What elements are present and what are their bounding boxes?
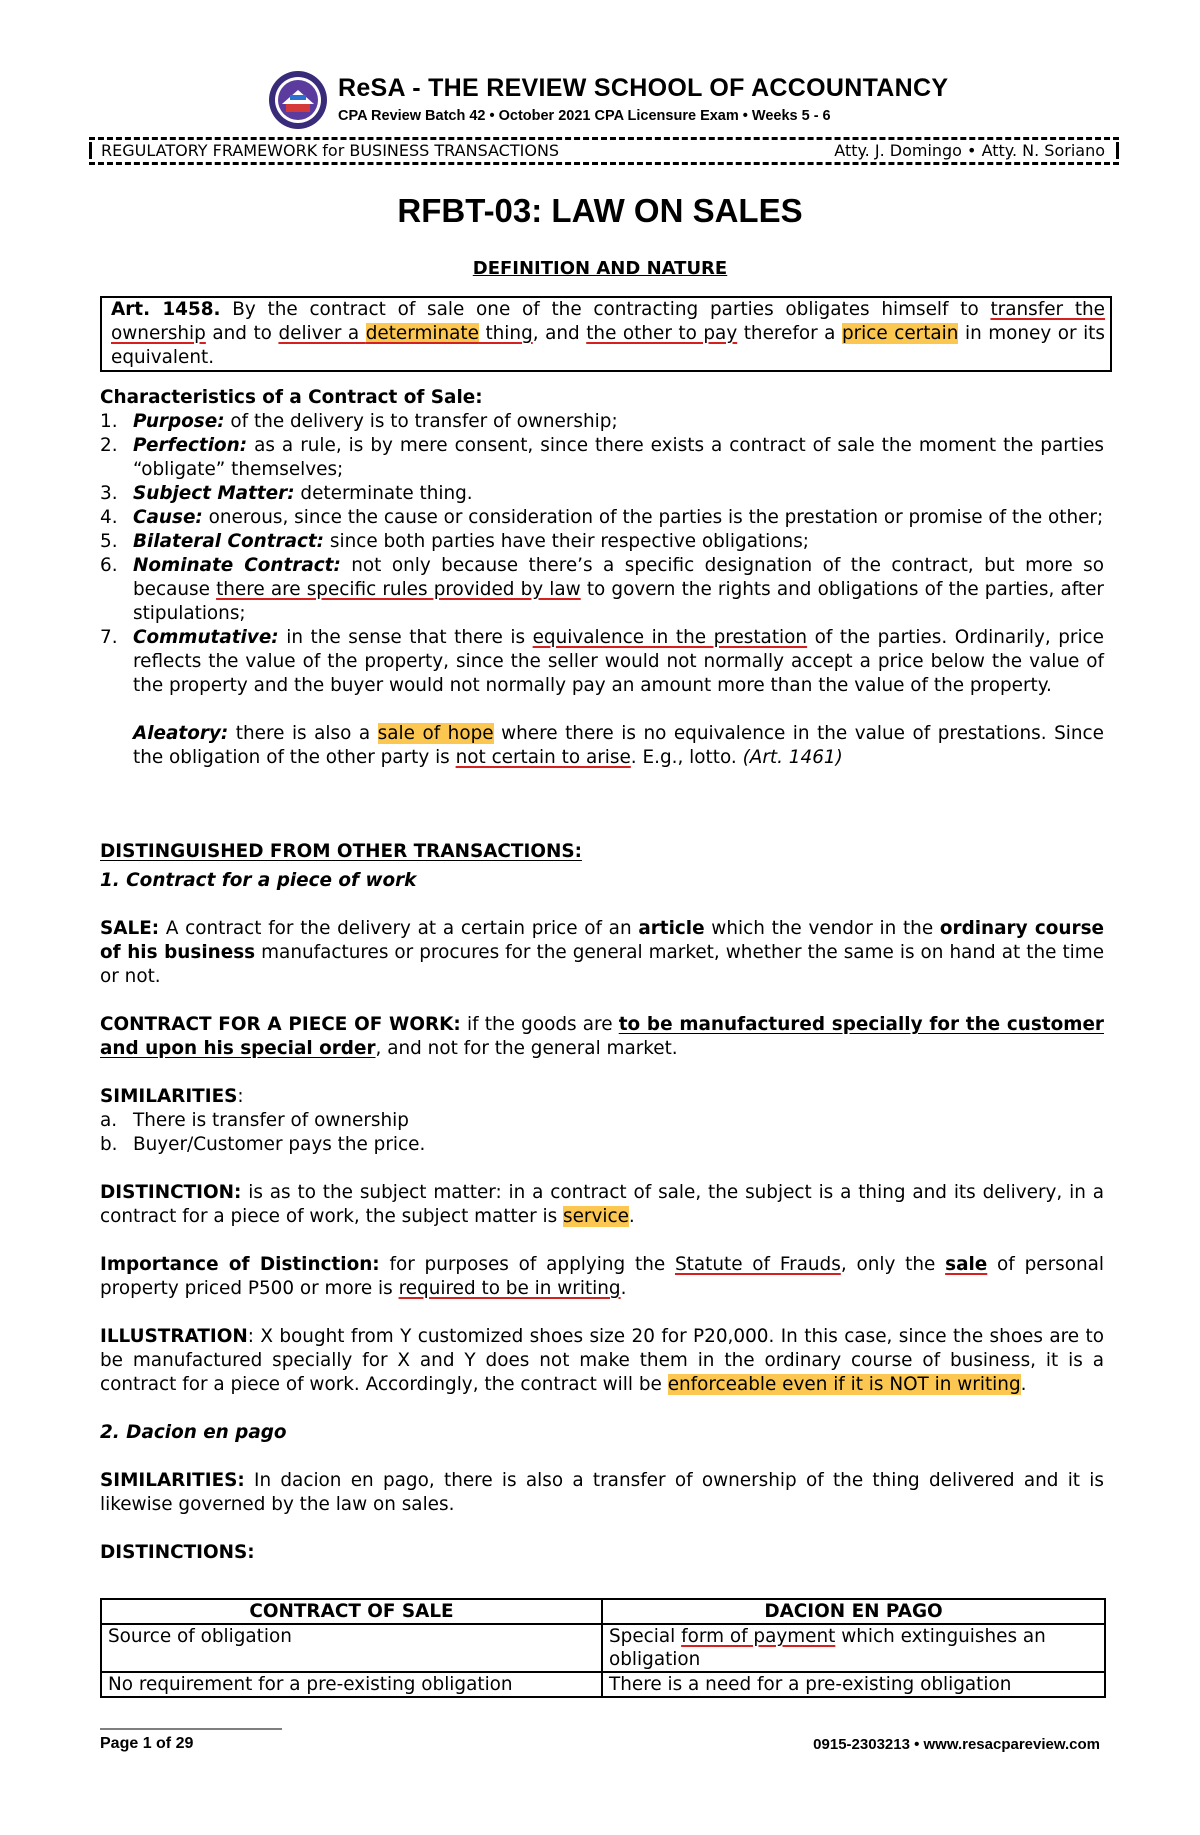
item-term: Commutative: [133,627,279,648]
sale-definition [100,917,1104,989]
underlined-text: required to be in writing [398,1278,621,1299]
characteristics-heading: Characteristics of a Contract of Sale: [100,387,483,408]
term-label: DISTINCTION: [100,1182,242,1203]
item-text: where there is no equivalence in the value of prestations. Since the obligation of the other party is [133,723,1104,768]
body-text: which the vendor in the [704,918,940,939]
item-number: 1. [100,411,118,432]
similarities-list [100,1109,1104,1157]
distinguished-block [100,840,1104,1565]
table-cell: No requirement for a pre-existing obligation [101,1672,602,1697]
body-text: . [1020,1374,1027,1395]
item-number: 3. [100,483,118,504]
footer-divider [100,1728,282,1730]
list-item [100,530,1104,554]
body-text: of personal property priced P500 or more is [100,1254,1104,1299]
underlined-text: form of payment [681,1626,836,1647]
item-text: since both parties have their respective obligations; [324,531,809,552]
lecturers-label: Atty. J. Domingo • Atty. N. Soriano [834,141,1105,160]
article-text: in money or its equivalent. [111,323,1105,368]
article-text: By the contract of sale one of the contracting parties obligates himself to [220,299,991,320]
article-text: and to [205,323,279,344]
item-text: not only because there’s a specific designation of the contract, but more so because [133,555,1104,600]
term-label: Importance of Distinction: [100,1254,380,1275]
highlighted-text: price certain [841,323,959,344]
highlighted-text: enforceable even if it is NOT in writing [667,1374,1021,1395]
article-text: therefor a [737,323,842,344]
list-item [100,410,1104,434]
body-text: , only the [840,1254,946,1275]
table-row [101,1624,1105,1672]
distinctions-table [100,1598,1106,1698]
item-letter: a. [100,1110,118,1131]
item-letter: b. [100,1134,118,1155]
item-term: Aleatory: [133,723,229,744]
list-item [100,482,1104,506]
bold-underlined-text: to be manufactured specially for the customer and upon his special order [100,1014,1104,1059]
item-term: Perfection: [133,435,248,456]
item-number: 7. [100,627,118,648]
subsection-heading-dacion: 2. Dacion en pago [100,1422,287,1443]
item-text: There is transfer of ownership [133,1110,409,1131]
highlighted-text: determinate [365,323,479,344]
article-text: , and [532,323,587,344]
item-term: Cause: [133,507,203,528]
item-text: . E.g., lotto. [630,747,743,768]
characteristics-block [100,386,1104,770]
item-term: Purpose: [133,411,225,432]
dacion-similarities [100,1469,1104,1517]
cell-text: which extinguishes an obligation [609,1626,1046,1670]
contact-info: 0915-2303213 • www.resacpareview.com [813,1736,1100,1753]
item-text: of the parties. Ordinarily, price reflects the value of the property, since the seller would not normally accept a price below the value of the property and the buyer would not normally pay an amount more than the value of the property. [133,627,1104,696]
underlined-text: not certain to arise [455,747,631,768]
column-header: CONTRACT OF SALE [101,1599,602,1624]
item-term: Subject Matter: [133,483,295,504]
body-text: In dacion en pago, there is also a transfer of ownership of the thing delivered and it is likewise governed by the law on sales. [100,1470,1104,1515]
list-item [100,554,1104,626]
term-label: CONTRACT FOR A PIECE OF WORK: [100,1014,461,1035]
term-label: ILLUSTRATION [100,1326,248,1347]
body-text: . [628,1206,635,1227]
similarities-label: SIMILARITIES [100,1086,238,1107]
bold-underlined-text: sale [945,1254,988,1275]
illustration-paragraph [100,1325,1104,1397]
table-cell [602,1624,1105,1672]
cell-text: Special [609,1626,682,1647]
term-label: SALE: [100,918,160,939]
list-item [100,506,1104,530]
highlighted-text: sale of hope [377,723,494,744]
resa-seal-logo-icon [268,70,328,130]
table-cell: Source of obligation [101,1624,602,1672]
body-text: . [620,1278,627,1299]
item-text: Buyer/Customer pays the price. [133,1134,426,1155]
underlined-text: transfer the ownership [111,299,1106,344]
list-item [100,1133,1104,1157]
distinctions-label: DISTINCTIONS: [100,1542,255,1563]
underlined-text: there are specific rules provided by law [216,579,581,600]
school-name: ReSA - THE REVIEW SCHOOL OF ACCOUNTANCY [338,74,949,102]
highlighted-text: service [563,1206,629,1227]
item-text: in the sense that there is [278,627,533,648]
subject-label: REGULATORY FRAMEWORK for BUSINESS TRANSACTIONS [101,141,560,160]
article-reference: (Art. 1461) [742,747,843,768]
item-term: Bilateral Contract: [133,531,325,552]
item-text: onerous, since the cause or consideration of the parties is the prestation or promise of the other; [202,507,1104,528]
piece-of-work-definition [100,1013,1104,1061]
item-text: determinate thing. [294,483,473,504]
colon: : [237,1086,244,1107]
bold-text: ordinary course of his business [100,918,1104,963]
item-term: Nominate Contract: [133,555,341,576]
table-row [101,1672,1105,1697]
column-header: DACION EN PAGO [602,1599,1105,1624]
table-header-row [101,1599,1105,1624]
table-cell: There is a need for a pre-existing obligation [602,1672,1105,1697]
importance-paragraph [100,1253,1104,1301]
characteristics-list [100,410,1104,770]
bold-text: article [638,918,705,939]
item-number: 4. [100,507,118,528]
item-number: 5. [100,531,118,552]
body-text: if the goods are [460,1014,619,1035]
underlined-text: thing [478,323,533,344]
underlined-text: equivalence in the prestation [532,627,808,648]
body-text: manufactures or procures for the general market, whether the same is on hand at the time or not. [100,942,1105,987]
article-1458-box [100,296,1112,372]
page-number: Page 1 of 29 [100,1735,194,1752]
body-text: A contract for the delivery at a certain price of an [159,918,639,939]
term-label: SIMILARITIES: [100,1470,245,1491]
list-item [100,626,1104,698]
body-text: , and not for the general market. [375,1038,678,1059]
subsection-heading-piece-of-work: 1. Contract for a piece of work [100,870,417,891]
item-number: 2. [100,435,118,456]
section-heading-distinguished: DISTINGUISHED FROM OTHER TRANSACTIONS: [100,841,582,862]
underlined-text: Statute of Frauds [674,1254,841,1275]
body-text: for purposes of applying the [379,1254,675,1275]
body-text: : X bought from Y customized shoes size 20 for P20,000. In this case, since the shoes are to be manufactured specially for X and Y does not make them in the ordinary course of business, it is a contract for a piece of work. Accordingly, the contract will be [100,1326,1104,1395]
distinction-paragraph [100,1181,1104,1229]
list-item [100,434,1104,482]
aleatory-item [100,722,1104,770]
item-text: as a rule, is by mere consent, since there exists a contract of sale the moment the parties “obligate” themselves; [133,435,1104,480]
batch-line: CPA Review Batch 42 • October 2021 CPA Licensure Exam • Weeks 5 - 6 [338,108,831,124]
underlined-text: the other to pay [586,323,738,344]
article-label: Art. 1458. [111,299,221,320]
body-text: is as to the subject matter: in a contract of sale, the subject is a thing and its delivery, in a contract for a piece of work, the subject matter is [100,1182,1104,1227]
item-text: there is also a [228,723,378,744]
course-bar [89,137,1119,165]
underlined-text: deliver a [278,323,366,344]
item-text: of the delivery is to transfer of ownership; [224,411,618,432]
section-heading-definition: DEFINITION AND NATURE [472,258,728,279]
list-item [100,1109,1104,1133]
item-text: to govern the rights and obligations of the parties, after stipulations; [133,579,1104,624]
page-title: RFBT-03: LAW ON SALES [397,192,803,229]
item-number: 6. [100,555,118,576]
